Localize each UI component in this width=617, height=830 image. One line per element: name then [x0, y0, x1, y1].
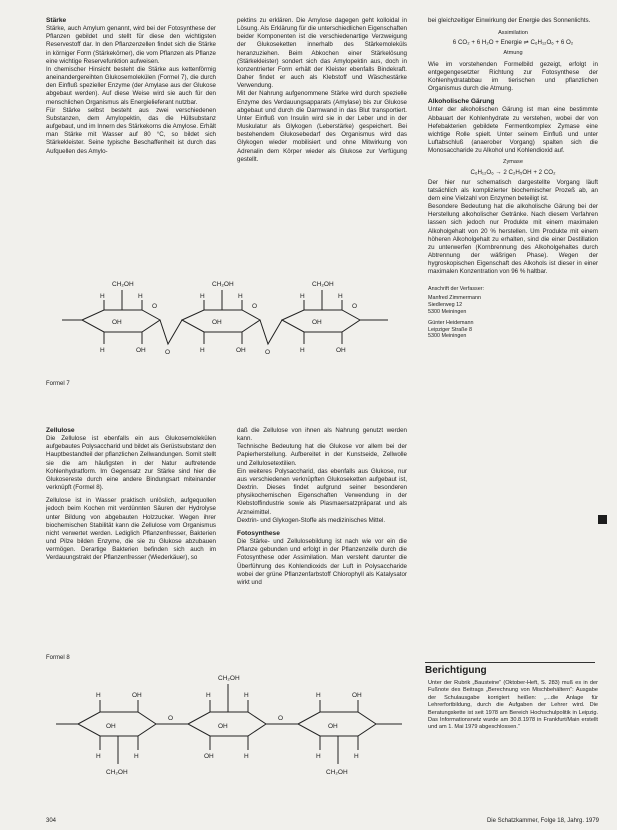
paragraph: Unter der alkoholischen Gärung ist man eine bestimmte Abbauart der Kohlenhydrate zu verstehen, wobei der von Hefebakterien gebildete Fermentkomplex Zymase eine wichtige Rolle spielt. Unter seinem Einfluß und unter Luftabschluß (anaerober Vorgang) spalten sich die Monosaccharide zu Alkohol und Kohlendioxid auf. [428, 106, 598, 155]
atom-label: O [168, 715, 174, 722]
author-block [428, 286, 598, 341]
paragraph: Stärke, auch Amylum genannt, wird bei der Fotosynthese der Pflanzen gebildet und stellt für diese den wichtigsten Reservestoff dar. In den Pflanzenzellen findet sich die Stärke in körniger Form (Stärkekörner), die vom Pflanzen als Pflanze eine wichtige Reservefunktion aufweisen. [46, 25, 216, 65]
heading-zellulose: Zellulose [46, 427, 75, 434]
atom-label: H [96, 692, 101, 699]
atom-label: OH [236, 347, 246, 354]
atom-label: OH [312, 319, 322, 326]
paragraph: Besondere Bedeutung hat die alkoholische Gärung bei der Herstellung alkoholischer Getränke. Nach diesem Verfahren lassen sich jedoch nur Produkte mit einem maximalen Alkoholgehalt von 20 % herstellen. Um Produkte mit einem höheren Alkoholgehalt zu erhalten, sind die einer Destillation zu unterwerfen (Kornbrennung des Alkoholgehaltes durch Abtrennung der wäßrigen Phase). Wegen der hygroskopischen Eigenschaft des Alkohols ist dieser in einer maximalen Konzentration von 96 % haltbar. [428, 203, 598, 276]
paragraph: Zellulose ist in Wasser praktisch unlöslich, aufgequollen jedoch beim Kochen mit verdünnten Säuren der Hydrolyse unter Bildung von abgebauten Holzzucker. Wegen ihrer biochemischen Stabilität kann die Zellulose vom Organismus nicht verwertet werden. Lediglich Pflanzenfresser, Bakterien und Pilze bilden Enzyme, die sie zu Glukose abzubauen vermögen. Derartige Bakterien befinden sich auch im Verdauungstrakt der Pflanzenfresser (Wiederkäuer), so [46, 497, 216, 562]
col1-top [46, 17, 216, 156]
equation-label: Assimilation [498, 30, 528, 37]
col2-top [237, 17, 407, 164]
author-line: Siedlerweg 12 [428, 302, 463, 309]
heading-staerke: Stärke [46, 17, 67, 24]
berichtigung-text [428, 680, 598, 732]
atom-label: CH₂OH [212, 281, 234, 288]
atom-label: CH₂OH [112, 281, 134, 288]
atom-label: OH [112, 319, 122, 326]
col2-bottom [237, 427, 407, 587]
author-line: Manfred Zimmermann [428, 295, 482, 302]
formula-8-label: Formel 8 [46, 655, 70, 661]
heading-fotosynthese: Fotosynthese [237, 529, 280, 537]
atom-label: O [165, 349, 171, 356]
paragraph: Unter der Rubrik „Bausteine“ (Oktober-Heft, S. 283) muß es in der Fußnote des Beitrags „Berechnung von Mischbehältern“: Ausgabe der Schulausgabe korrigiert heißen: „...die Anlage für Lehrerfortbildung, durch die Aufgaben der Lehrer wird. Die Beratungskette ist seit 1978 am Bereich Hochschulpolitik in Leipzig. Das Informationsnetz wurde am 30.8.1978 in Frankfurt/Main erstellt und am 1. Mai 1979 abgeschlossen.“ [428, 680, 598, 731]
paragraph: Mit der Nahrung aufgenommene Stärke wird durch spezielle Enzyme des Verdauungsapparats (Amylase) bis zur Glukose abgebaut und durch die Darmwand in das Blut transportiert. Unter Einfluß von Insulin wird sie in der Leber und in der Muskulatur als Glykogen (Leberstärke) gespeichert. Bei bestehendem Glukosebedarf des Organismus wird das Glykogen wieder mobilisiert und ohne Mitwirkung von Adrenalin dem Körper wieder als Glukose zur Verfügung gestellt. [237, 90, 407, 163]
atom-label: H [244, 753, 249, 760]
equation-label: Zymase [503, 159, 523, 166]
atom-label: OH [106, 723, 116, 730]
heading-gaerung: Alkoholische Gärung [428, 98, 495, 106]
atom-label: H [200, 347, 205, 354]
atom-label: CH₂OH [312, 281, 334, 288]
atom-label: OH [132, 692, 142, 699]
atom-label: CH₂OH [218, 675, 240, 682]
atom-label: O [352, 303, 358, 310]
author-line: Günter Heidemann [428, 319, 474, 326]
atom-label: H [238, 293, 243, 300]
journal-footer: Die Schatzkammer, Folge 18, Jahrg. 1979 [486, 818, 599, 824]
atom-label: H [100, 293, 105, 300]
atom-label: H [244, 692, 249, 699]
formula-8-diagram [42, 666, 422, 786]
paragraph: bei gleichzeitiger Einwirkung der Energie des Sonnenlichts. [428, 17, 591, 24]
berichtigung-heading: Berichtigung [425, 662, 595, 676]
atom-label: H [300, 293, 305, 300]
fermentation-equation: C₆H₁₂O₆ → 2 C₂H₅OH + 2 CO₂ [470, 168, 556, 176]
atom-label: H [354, 753, 359, 760]
author-line: 5300 Meiningen [428, 333, 467, 340]
atom-label: OH [218, 723, 228, 730]
paragraph: Technische Bedeutung hat die Glukose vor allem bei der Papierherstellung. Aufbereitet in der Kunstseide, Zellwolle und Zellulosetextilien. [237, 443, 407, 467]
atom-label: H [316, 692, 321, 699]
formula-7-label: Formel 7 [46, 381, 70, 387]
paragraph: Wie im vorstehenden Formelbild gezeigt, erfolgt in entgegengesetzter Richtung zur Fotosynthese der Kohlenhydratabbau im tierischen und pflanzlichen Organismus durch die Atmung. [428, 60, 598, 93]
section-marker [598, 515, 607, 524]
authors-label: Anschrift der Verfasser: [428, 285, 485, 292]
atom-label: H [138, 293, 143, 300]
paragraph: Die Zellulose ist ebenfalls ein aus Glukosemolekülen aufgebautes Polysaccharid und bildet als Gerüstsubstanz den Hauptbestandteil der pflanzlichen Zellwandungen. Somit stellt sie die am häufigsten in der Natur auftretende Kohlenhydratform. Im Gegensatz zur Stärke sind hier die Glukosereste durch eine andere Bindungsart miteinander verknüpft (Formel 8). [46, 435, 216, 492]
col1-bottom [46, 427, 216, 563]
atom-label: O [252, 303, 258, 310]
atom-label: OH [136, 347, 146, 354]
atom-label: H [134, 753, 139, 760]
atom-label: H [338, 293, 343, 300]
paragraph: In chemischer Hinsicht besteht die Stärke aus kettenförmig aneinandergereihten Glukosemolekülen (Formel 7), die durch den Einfluß spezieller Enzyme (der Amylase aus der Glukose abgebaut werden). Auf diese Weise wird sie auch für den menschlichen Organismus als Energielieferant nutzbar. [46, 65, 216, 106]
formula-8-atoms [96, 675, 362, 776]
atom-label: H [316, 753, 321, 760]
atom-label: CH₂OH [106, 769, 128, 776]
paragraph: daß die Zellulose von ihnen als Nahrung genutzt werden kann. [237, 427, 407, 443]
atom-label: H [96, 753, 101, 760]
formula-7-atoms [100, 281, 357, 356]
atom-label: OH [204, 753, 214, 760]
atom-label: CH₂OH [326, 769, 348, 776]
paragraph: Dextrin- und Glykogen-Stoffe als medizinisches Mittel. [237, 516, 386, 524]
col3-top [428, 17, 598, 340]
paragraph: Ein weiteres Polysaccharid, das ebenfalls aus Glukose, nur aus verschiedenen verknüpften Glukoseketten aufgebaut ist, Dextrin. Dieses findet aufgrund seiner besonderen physikochemischen Eigenschaften Verwendung in der Klebstoffindustrie sowie als Plasmaersatzpräparat und als Arzneimittel. [237, 467, 407, 516]
author-line: Leipziger Straße 8 [428, 326, 473, 333]
page-number: 304 [46, 818, 57, 824]
paragraph: Für Stärke selbst besteht aus zwei verschiedenen Substanzen, dem Amylopektin, das die Hüllsubstanz aufgebaut, und im Innern des Stärkekorns die Amylose. Erhält man Stärke mit Wasser auf 80 °C, so bildet sich Stärkekleister. Seine typische Beschaffenheit ist durch das Aufquellen des Amylo- [46, 106, 216, 155]
author-line: 5300 Meiningen [428, 308, 467, 315]
formula-7-diagram [42, 272, 422, 372]
atom-label: OH [336, 347, 346, 354]
atom-label: H [200, 293, 205, 300]
atom-label: H [206, 692, 211, 699]
paragraph: Der hier nur schematisch dargestellte Vorgang läuft tatsächlich als komplizierter biochemischer Prozeß ab, an dem eine Vielzahl von Enzymen beteiligt ist. [428, 178, 598, 202]
atom-label: O [152, 303, 158, 310]
paragraph: Die Stärke- und Zellulosebildung ist nach wie vor ein die Pflanze gebunden und erfolgt in der Pflanzenzelle durch die Fotosynthese oder Assimilation. Man versteht darunter die Überführung des Kohlendioxids der Luft in Polysaccharide wobei der grüne Pflanzenfarbstoff Chlorophyll als Katalysator wirkt und [237, 538, 407, 586]
atom-label: OH [352, 692, 362, 699]
atom-label: H [300, 347, 305, 354]
equation-label: Atmung [503, 50, 523, 57]
paragraph: pektins zu erklären. Die Amylose dagegen geht kolloidal in Lösung. Als Erklärung für die unterschiedlichen Eigenschaften beider Komponenten ist die verschiedenartige Verzweigung der Glukoseketten innerhalb des Stärkemoleküls heranzuziehen. Beim Abkochen einer Stärkelösung (Stärkekleister) sondert sich das Amylopektin aus, doch in konzentrierter Form erhält der Kleister ebenfalls Bindekraft. Daher findet er auch als Klebstoff und Wäschestärke Verwendung. [237, 17, 407, 90]
atom-label: OH [328, 723, 338, 730]
atom-label: O [265, 349, 271, 356]
atom-label: O [278, 715, 284, 722]
atom-label: H [100, 347, 105, 354]
photosynthesis-equation: 6 CO₂ + 6 H₂O + Energie ⇌ C₆H₁₂O₆ + 6 O₂ [452, 39, 574, 47]
atom-label: OH [212, 319, 222, 326]
